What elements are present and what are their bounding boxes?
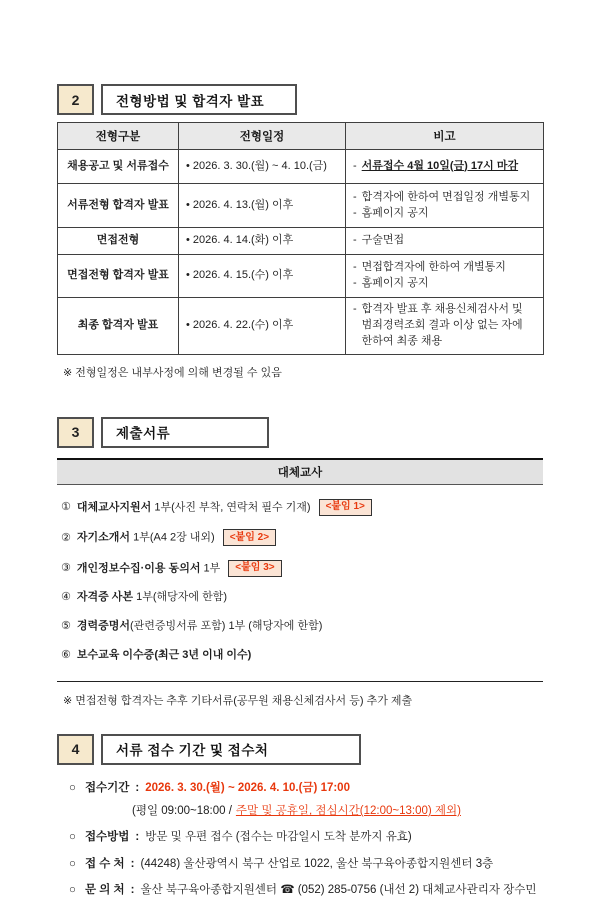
- row-category: 채용공고 및 서류접수: [58, 150, 179, 184]
- remark-text: 구술면접: [361, 234, 405, 247]
- row-schedule: • 2026. 4. 14.(화) 이후: [179, 228, 346, 255]
- reception-address-line: [69, 856, 543, 873]
- item-number: ⑤: [61, 620, 71, 633]
- row-remark: [346, 228, 544, 255]
- reception-method-line: [69, 829, 543, 846]
- row-schedule: • 2026. 4. 15.(수) 이후: [179, 255, 346, 298]
- remark-dash: -: [353, 206, 357, 219]
- remark-line: [353, 260, 536, 276]
- remark-dash: -: [353, 303, 357, 315]
- remark-dash: -: [353, 261, 357, 274]
- remark-line: [353, 276, 536, 292]
- circle-bullet: ○: [69, 883, 76, 896]
- remark-dash: -: [353, 159, 357, 172]
- row-category: 서류전형 합격자 발표: [58, 184, 179, 228]
- row-category: 최종 합격자 발표: [58, 298, 179, 355]
- excluded-times: 주말 및 공휴일, 점심시간(12:00~13:00) 제외): [235, 805, 461, 818]
- item-number: ①: [61, 501, 71, 514]
- item-title: 대체교사지원서: [76, 501, 152, 514]
- section-divider: [57, 681, 543, 682]
- row-remark: [346, 150, 544, 184]
- remark-dash: -: [353, 277, 357, 289]
- period-value: 2026. 3. 30.(월) ~ 2026. 4. 10.(금) 17:00: [145, 781, 350, 794]
- row-category: 면접전형 합격자 발표: [58, 255, 179, 298]
- row-remark: [346, 184, 544, 228]
- remark-text: 서류접수 4월 10일(금) 17시 마감: [361, 159, 519, 172]
- colon-separator: :: [135, 781, 140, 794]
- remark-line: [353, 159, 536, 175]
- method-label: 접수방법: [84, 831, 130, 844]
- circle-bullet: ○: [69, 831, 76, 844]
- reception-info: [57, 780, 543, 898]
- list-item: [61, 529, 543, 546]
- reception-period-line: [69, 780, 543, 797]
- row-category: 면접전형: [58, 228, 179, 255]
- address-value: (44248) 울산광역시 북구 산업로 1022, 울산 북구육아종합지원센터 3층: [140, 857, 494, 870]
- section-number-2: 2: [57, 84, 94, 115]
- remark-text: 홈페이지 공지: [361, 206, 429, 219]
- period-label: 접수기간: [84, 781, 130, 794]
- schedule-change-note: ※ 전형일정은 내부사정에 의해 변경될 수 있음: [63, 366, 282, 379]
- attachment-badge: <붙임 1>: [319, 499, 372, 516]
- remark-text: 합격자에 한하여 면접일정 개별통지: [361, 190, 531, 203]
- attachment-badge: <붙임 2>: [223, 529, 276, 546]
- remark-text: 홈페이지 공지: [361, 277, 429, 289]
- reception-contact-line: [69, 882, 543, 899]
- list-item: [61, 499, 543, 516]
- circle-bullet: ○: [69, 857, 76, 870]
- row-schedule: • 2026. 4. 13.(월) 이후: [179, 184, 346, 228]
- list-item: [61, 619, 543, 634]
- document-content: [57, 84, 543, 908]
- item-title: 보수교육 이수증(최근 3년 이내 이수): [76, 649, 252, 662]
- selection-schedule-table: [57, 122, 544, 355]
- item-detail: 1부(해당자에 한함): [133, 591, 228, 604]
- section-number-3: 3: [57, 417, 94, 448]
- remark-line: [353, 206, 536, 222]
- item-title: 자기소개서: [76, 531, 131, 544]
- substitute-teacher-band: 대체교사: [57, 458, 543, 485]
- remark-text: 합격자 발표 후 채용신체검사서 및 범죄경력조회 결과 이상 없는 자에 한하여 최종 채용: [361, 303, 523, 347]
- table-row: [58, 184, 544, 228]
- remark-line: [353, 190, 536, 206]
- item-number: ⑥: [61, 649, 71, 662]
- list-item: [61, 648, 543, 663]
- item-detail: 1부(A4 2장 내외): [130, 531, 215, 544]
- section-title-documents: 제출서류: [101, 417, 269, 448]
- item-number: ③: [61, 562, 71, 575]
- section-title-method: 전형방법 및 합격자 발표: [101, 84, 297, 115]
- section-method-header: [57, 84, 543, 115]
- circle-bullet: ○: [69, 781, 76, 794]
- header-category: 전형구분: [58, 123, 179, 150]
- item-detail: 1부: [200, 562, 221, 575]
- row-schedule: • 2026. 3. 30.(월) ~ 4. 10.(금): [179, 150, 346, 184]
- header-remark: 비고: [346, 123, 544, 150]
- table-row: [58, 150, 544, 184]
- table-header-row: [58, 123, 544, 150]
- list-item: [61, 560, 543, 577]
- section-number-4: 4: [57, 734, 94, 765]
- section-reception-header: [57, 734, 543, 765]
- item-title: 개인정보수집·이용 동의서: [76, 562, 201, 575]
- extra-documents-note: ※ 면접전형 합격자는 추후 기타서류(공무원 채용신체검사서 등) 추가 제출: [63, 694, 413, 707]
- item-number: ②: [61, 531, 71, 544]
- attachment-badge: <붙임 3>: [228, 560, 281, 577]
- remark-line: [353, 302, 536, 350]
- header-schedule: 전형일정: [179, 123, 346, 150]
- contact-value: 울산 북구육아종합지원센터 ☎ (052) 285-0756 (내선 2) 대체교사관리자 장수민: [140, 883, 537, 896]
- section-title-reception: 서류 접수 기간 및 접수처: [101, 734, 361, 765]
- section-documents-header: [57, 417, 543, 448]
- row-schedule: • 2026. 4. 22.(수) 이후: [179, 298, 346, 355]
- item-number: ④: [61, 591, 71, 604]
- list-item: [61, 590, 543, 605]
- item-title: 경력증명서: [76, 620, 131, 633]
- item-detail: 1부(사진 부착, 연락처 필수 기재): [151, 501, 311, 514]
- address-label: 접 수 처: [84, 857, 125, 870]
- submission-list: [57, 485, 543, 679]
- table-row: [58, 255, 544, 298]
- colon-separator: :: [130, 857, 135, 870]
- colon-separator: :: [130, 883, 135, 896]
- remark-dash: -: [353, 234, 357, 247]
- method-value: 방문 및 우편 접수 (접수는 마감일시 도착 분까지 유효): [145, 831, 412, 844]
- colon-separator: :: [135, 831, 140, 844]
- weekday-hours: (평일 09:00~18:00 /: [132, 805, 232, 818]
- table-row: [58, 298, 544, 355]
- item-detail: (관련증빙서류 포함) 1부 (해당자에 한함): [130, 620, 323, 633]
- table-row: [58, 228, 544, 255]
- remark-text: 면접합격자에 한하여 개별통지: [361, 261, 506, 274]
- row-remark: [346, 255, 544, 298]
- item-title: 자격증 사본: [76, 591, 134, 604]
- reception-period-detail-line: [69, 803, 543, 820]
- row-remark: [346, 298, 544, 355]
- contact-label: 문 의 처: [84, 883, 125, 896]
- remark-line: [353, 233, 536, 249]
- remark-dash: -: [353, 190, 357, 203]
